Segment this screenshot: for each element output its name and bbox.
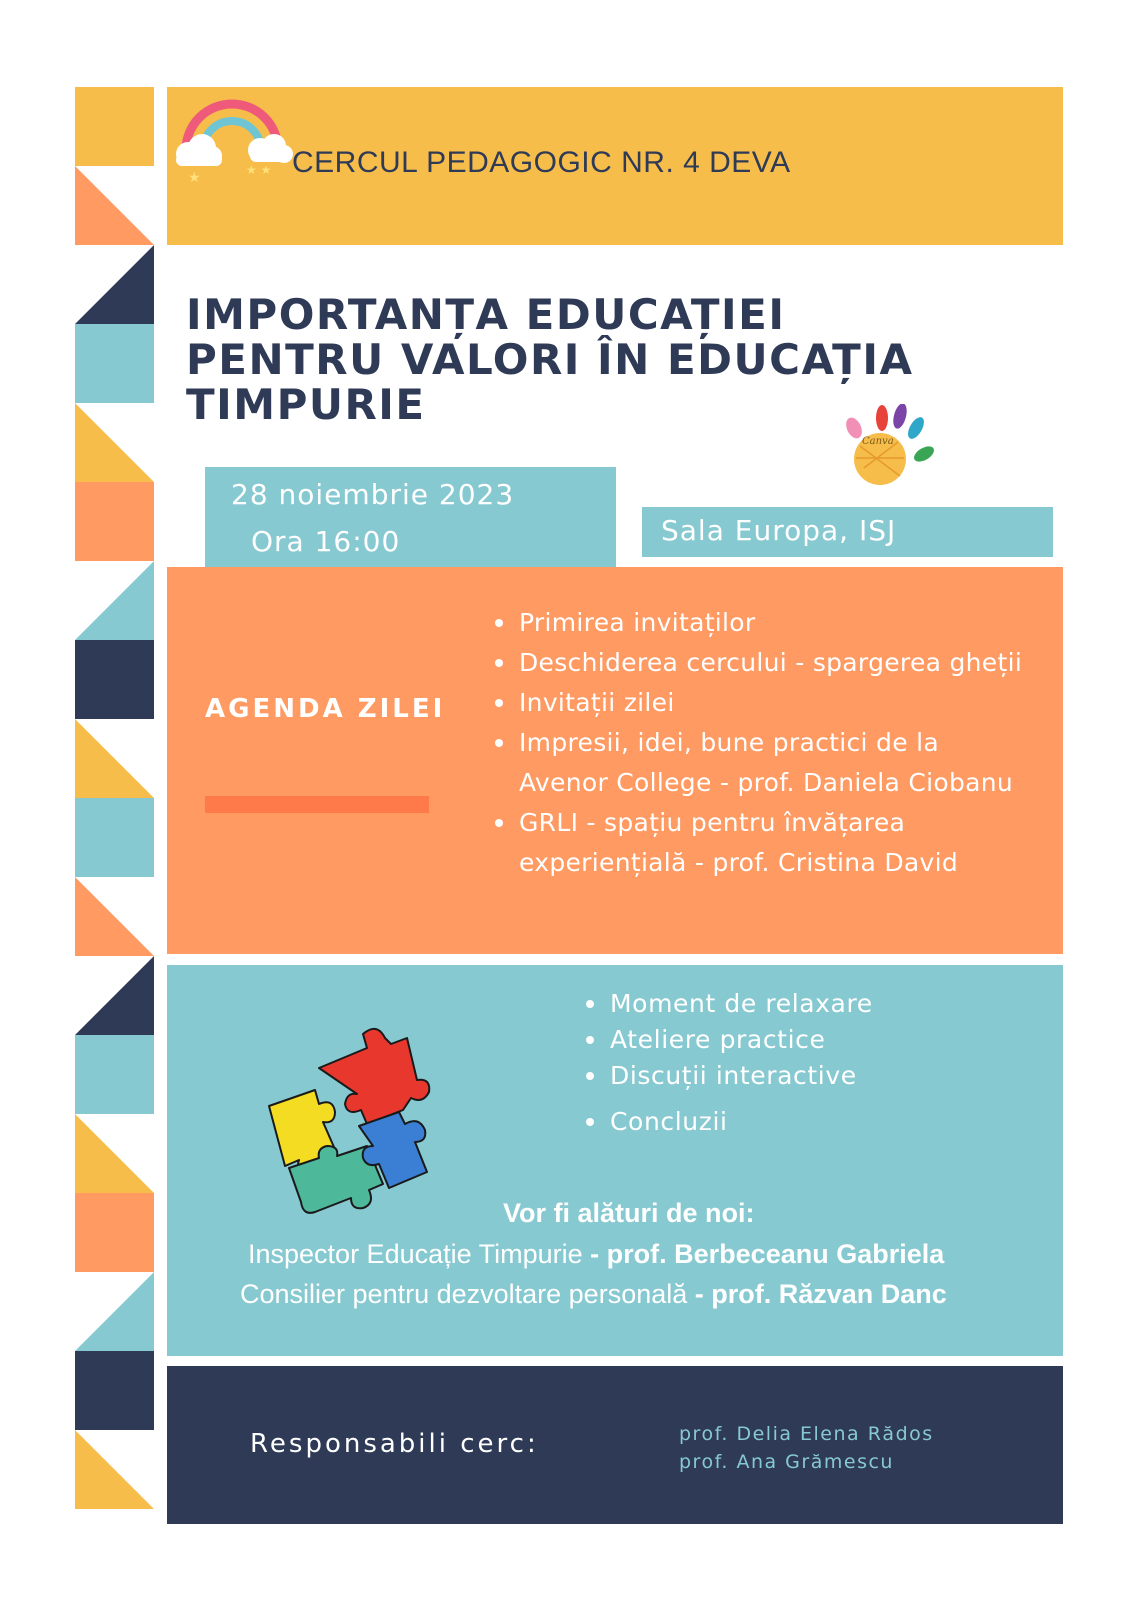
agenda-item-continuation: Avenor College - prof. Daniela Ciobanu bbox=[519, 768, 1014, 797]
handprint-icon bbox=[842, 404, 942, 494]
activity-item: Moment de relaxare bbox=[610, 986, 873, 1022]
guests-heading: Vor fi alături de noi: bbox=[503, 1198, 755, 1228]
date-time-box bbox=[205, 467, 616, 567]
deco-triangle-orange bbox=[75, 166, 154, 245]
rainbow-icon bbox=[168, 90, 294, 190]
deco-triangle-navy bbox=[75, 245, 154, 324]
guest-name: - prof. Berbeceanu Gabriela bbox=[582, 1239, 945, 1269]
location-box bbox=[642, 507, 1053, 557]
agenda-item-continuation: experiențială - prof. Cristina David bbox=[519, 848, 958, 877]
svg-text:★ ★: ★ ★ bbox=[246, 163, 272, 177]
responsible-name: prof. Delia Elena Rădos bbox=[679, 1423, 934, 1445]
agenda-underline-bar bbox=[205, 796, 429, 813]
agenda-item: Deschiderea cercului - spargerea gheții bbox=[519, 643, 1022, 683]
responsible-name: prof. Ana Grămescu bbox=[679, 1451, 894, 1473]
deco-triangle-teal bbox=[75, 1272, 154, 1351]
agenda-title: AGENDA ZILEI bbox=[205, 694, 446, 724]
activity-item: Concluzii bbox=[610, 1104, 873, 1140]
event-date: 28 noiembrie 2023 bbox=[231, 478, 515, 511]
deco-square-yellow bbox=[75, 87, 154, 166]
guest-role: Consilier pentru dezvoltare personală bbox=[240, 1279, 688, 1309]
deco-square-navy bbox=[75, 1351, 154, 1430]
page-title: IMPORTANȚA EDUCAȚIEI PENTRU VALORI ÎN EDUCAȚIA TIMPURIE bbox=[186, 290, 914, 429]
deco-square-teal bbox=[75, 324, 154, 403]
guest-line bbox=[248, 1239, 944, 1270]
deco-triangle-yellow bbox=[75, 403, 154, 482]
activities-list bbox=[610, 986, 873, 1140]
event-time: Ora 16:00 bbox=[251, 525, 401, 558]
svg-text:★: ★ bbox=[188, 170, 201, 186]
deco-triangle-teal bbox=[75, 561, 154, 640]
agenda-item: GRLI - spațiu pentru învățarea bbox=[519, 803, 1022, 843]
agenda-list bbox=[519, 603, 1022, 883]
deco-triangle-yellow bbox=[75, 1430, 154, 1509]
agenda-item: Primirea invitaților bbox=[519, 603, 1022, 643]
guest-name: - prof. Răzvan Danc bbox=[687, 1279, 947, 1309]
agenda-item: Impresii, idei, bune practici de la bbox=[519, 723, 1022, 763]
guest-role: Inspector Educație Timpurie bbox=[248, 1239, 583, 1269]
deco-triangle-orange bbox=[75, 877, 154, 956]
watermark-text: Canva bbox=[862, 436, 894, 447]
puzzle-icon bbox=[267, 1022, 453, 1228]
deco-square-teal bbox=[75, 1035, 154, 1114]
deco-square-orange bbox=[75, 482, 154, 561]
event-location: Sala Europa, ISJ bbox=[661, 514, 897, 547]
agenda-item: Invitații zilei bbox=[519, 683, 1022, 723]
deco-triangle-navy bbox=[75, 956, 154, 1035]
deco-triangle-yellow bbox=[75, 1114, 154, 1193]
deco-square-navy bbox=[75, 640, 154, 719]
activity-item: Ateliere practice bbox=[610, 1022, 873, 1058]
activity-item: Discuții interactive bbox=[610, 1058, 873, 1094]
deco-square-orange bbox=[75, 1193, 154, 1272]
deco-triangle-yellow bbox=[75, 719, 154, 798]
circle-name: CERCUL PEDAGOGIC NR. 4 DEVA bbox=[292, 146, 791, 179]
responsible-label: Responsabili cerc: bbox=[250, 1429, 539, 1459]
guest-line bbox=[240, 1279, 947, 1310]
deco-square-teal bbox=[75, 798, 154, 877]
